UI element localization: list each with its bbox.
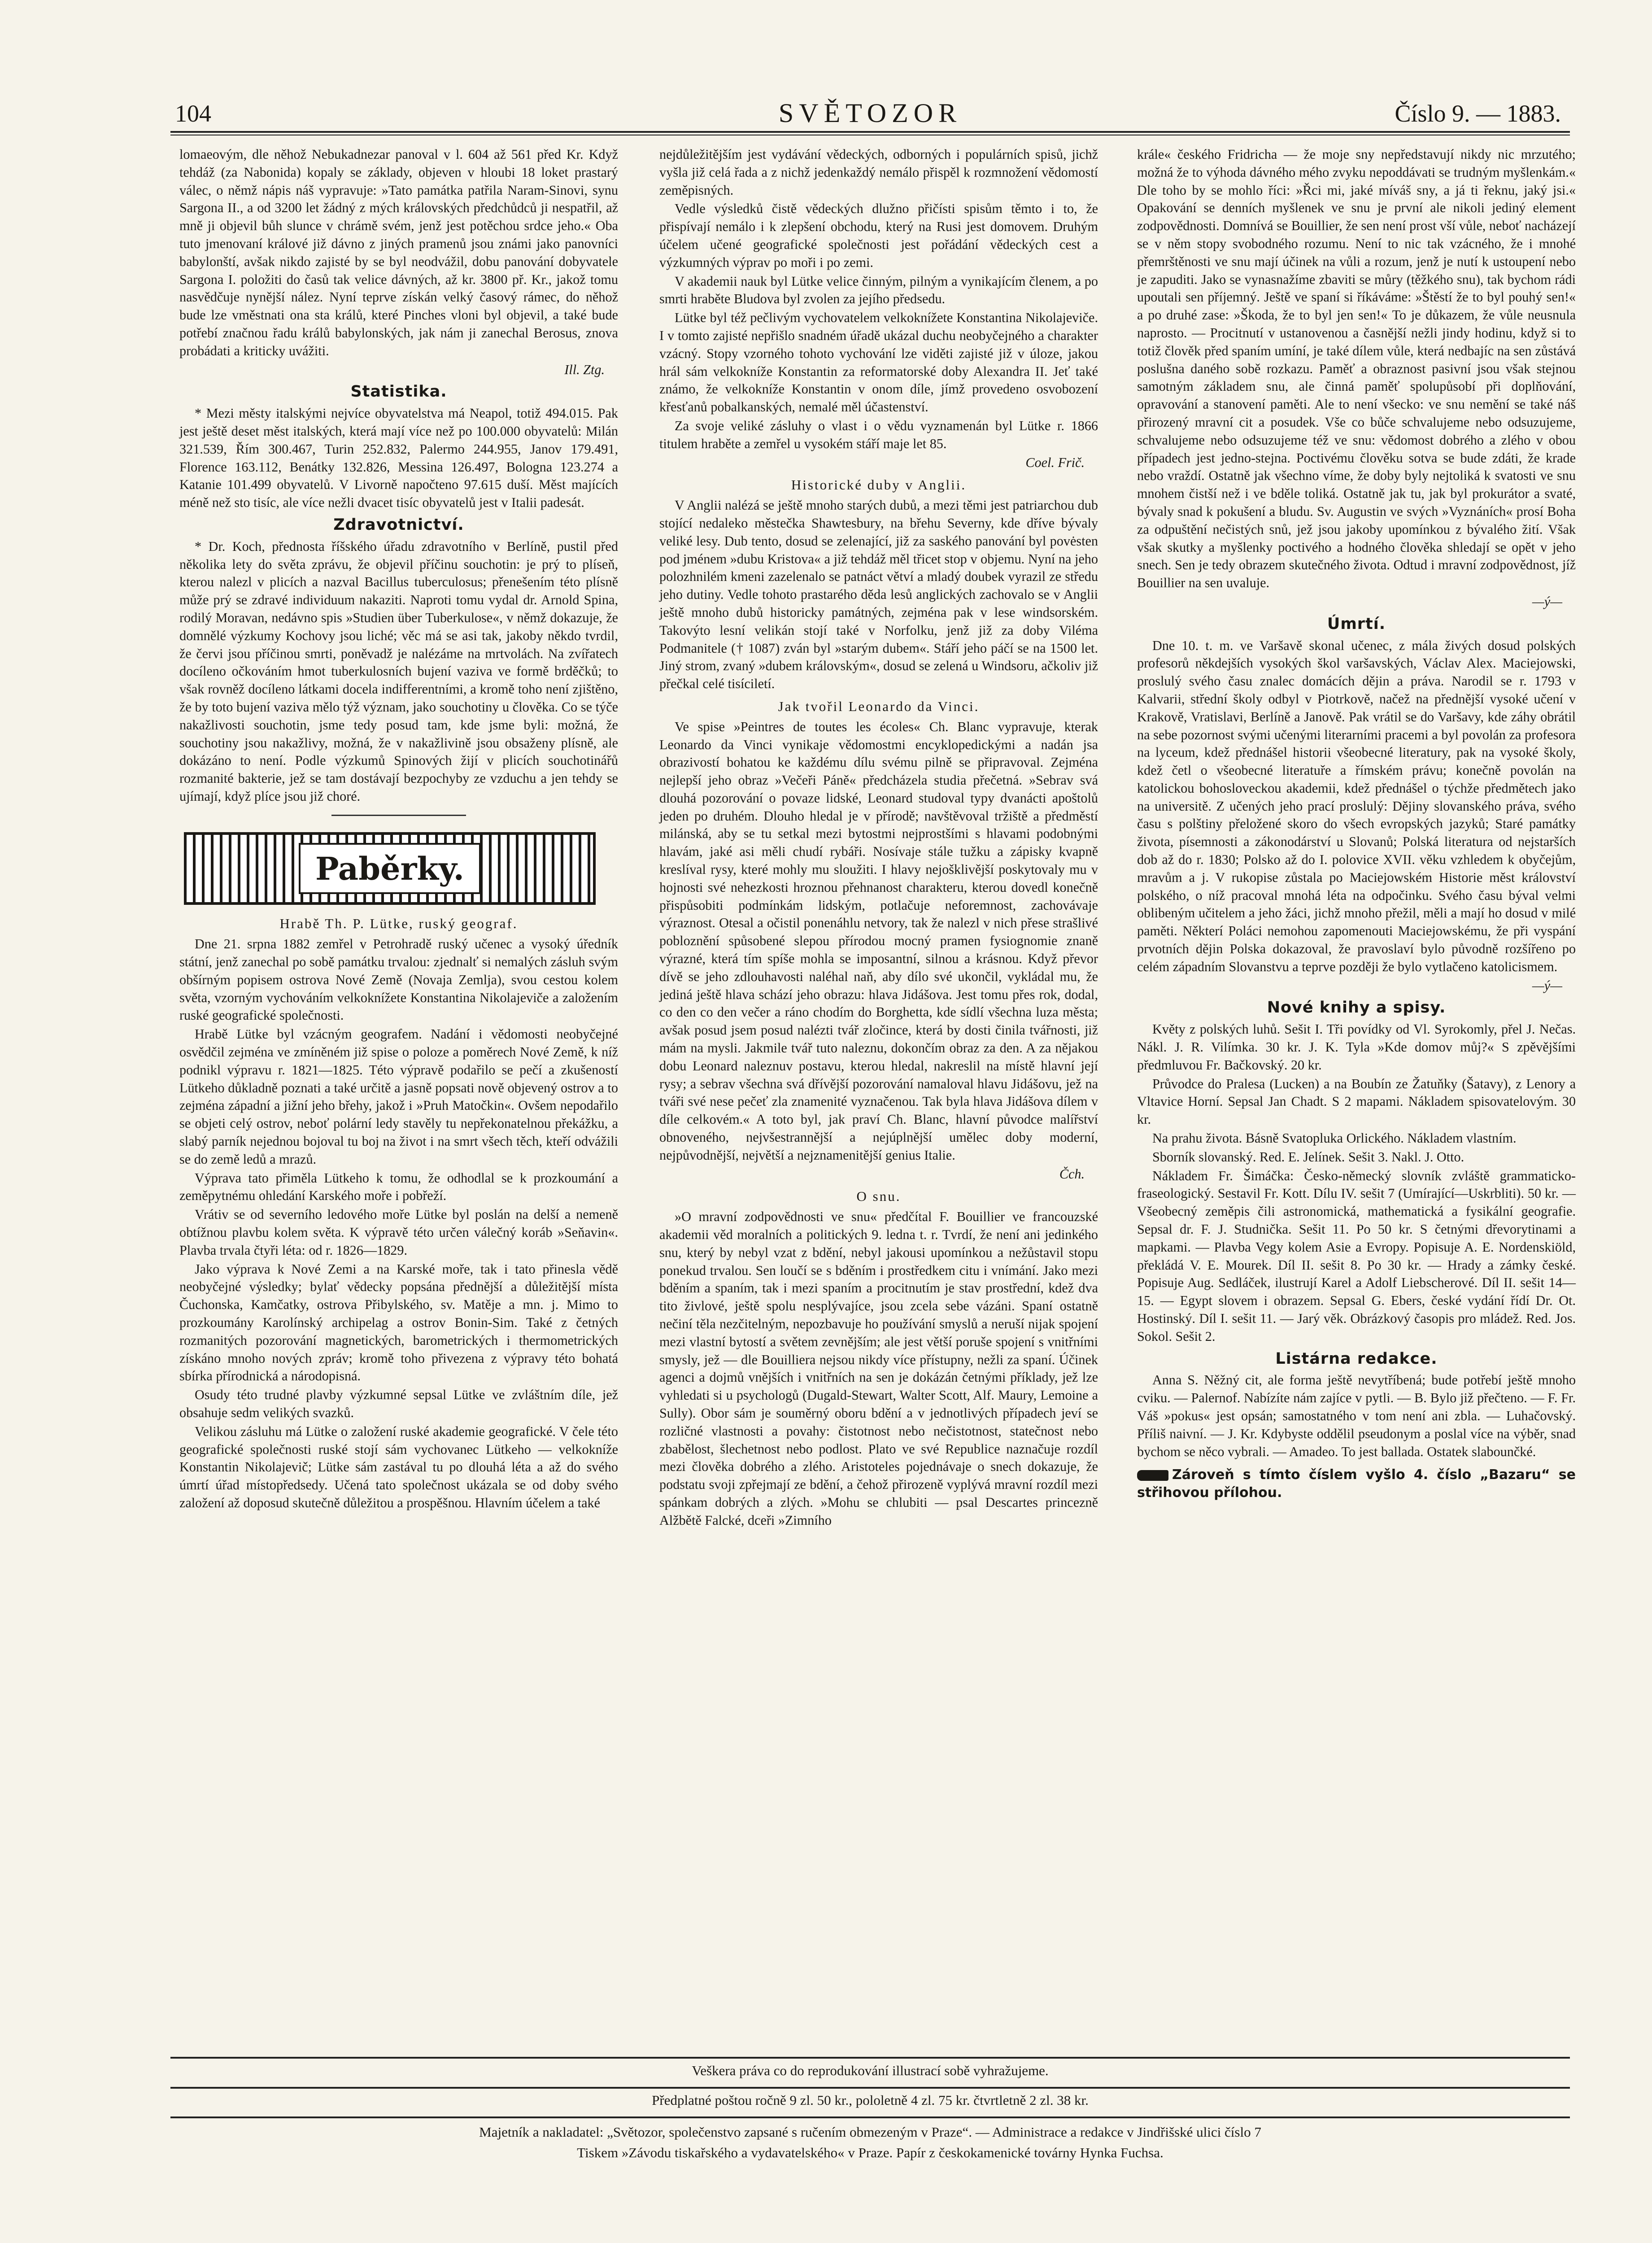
journal-title: SVĚTOZOR <box>778 98 962 128</box>
footer-publisher <box>170 2124 1570 2161</box>
article-text: V akademii nauk byl Lütke velice činným, pilným a vynikajícím členem, a po smrti hraběte Bludova byl zvolen za jejího předsedu. <box>659 273 1098 307</box>
footer-subscription <box>170 2092 1570 2108</box>
footer-rule <box>170 2087 1570 2089</box>
article-text: Osudy této trudné plavby výzkumné sepsal Lütke ve zvláštním díle, jež obsahuje sedm velikých svazků. <box>179 1387 618 1420</box>
article-title: Hrabě Th. P. Lütke, ruský geograf. <box>279 916 518 932</box>
article-text: Velikou zásluhu má Lütke o založení ruské akademie geografické. V čele této geografické společnosti ruské stojí sám vychovanec Lütkeho — velkokníže Konstantin Nikolajevič; Lütke sám zastával tu po dlouhá léta a až do svého úmrtí úřad místopředsedy. Učená tato společnost ukázala se od doby svého založení až doposud skutečně důležitou a prospěšnou. Hlavním účelem a také <box>179 1423 618 1510</box>
footer-rule <box>170 2057 1570 2059</box>
printer-line: Tiskem »Závodu tiskařského a vydavatelského« v Praze. Papír z českokamenické továrny Hynka Fuchsa. <box>577 2145 1164 2160</box>
article-text: Dne 10. t. m. ve Varšavě skonal učenec, z mála živých dosud polských profesorů někdejších vysokých škol varšavských, Václav Alex. Maciejowski, proslulý svého času znalec domácích dějin a práva. Narodil se r. 1793 v Kalvarii, střední školy odbyl v Piotrkově, načež na přednější vysoké učení v Krakově, Vratislavi, Berlíně a Janově. Pak vrátil se do Varšavy, kde záhy obrátil na sebe pozornost svými učenými literarními pracemi a byl povolán za profesora na lyceum, kdež přednášel historii všeobecné literatury, pak na vysoké školy, kdež četl o všeobecné literatuře a římském právu; konečně povolán na katolickou bohosloveckou akademii, kdež přednášel o týchže předmětech jako na universitě. Z učených jeho prací proslulý: Dějiny slovanského práva, svého času s polštiny přeložené skoro do všech evropských jazyků; Staré památky života, písemnosti a zákonodárství u Slovanů; Polská literatura od nejstarších dob až do r. 1830; Polsko až do I. polovice XVII. věku vzhledem k obyčejům, mravům a j. V rukopise zůstala po Maciejowském Historie měst království polského, o níž pracoval mnohá léta na odpočinku. Svého času býval velmi oblibeným učitelem a jeho žáci, jichž mnoho přežil, měli a mají ho dosud v milé paměti. Některí Poláci nemohou zapomenouti Maciejowskému, že při vyspání prvotních dějin Polska dokazoval, že pravoslaví bylo původně rozšířeno po celém západním Slovanstvu a teprve později že bylo vytlačeno katolicismem. <box>1137 637 1576 974</box>
rights-notice: Veškera práva co do reprodukování illustrací sobě vyhražujeme. <box>692 2063 1049 2078</box>
section-heading: Statistika. <box>350 383 447 401</box>
article-text: Vedle výsledků čistě vědeckých dlužno přičísti spisům těmto i to, že přispívají nemálo i k zlepšení obchodu, který na Rusi jest domovem. Druhým účelem učené geografické společnosti jest pořádání vědeckých cest a výzkumných výprav po moři i po zemi. <box>659 201 1098 270</box>
column-1 <box>179 146 618 1513</box>
article-text: Ve spise »Peintres de toutes les écoles« Ch. Blanc vypravuje, kterak Leonardo da Vinci vynikaje vědomostmi encyklopedickými a nadán jsa obrazivostí bohatou ke každému dílu svému pilně se připravoval. Zejména nejlepší jeho obraz »Večeři Páně« předcházela studia přečetná. »Sebrav svá dlouhá pozorování o povaze lidské, Leonard studoval typy dvanácti apoštolů jeden po druhém. Dlouho hledal je v přírodě; navštěvoval tržiště a předměstí milánská, aby se tu setkal mezi bytostmi nejprostšími s hlavami podobnými hlavám, jaké asi měli chudí rybáři. Nosívaje stále tužku a zápisky kvapně kreslíval rysy, které mohly mu sloužiti. I hlavy nejošklivější poskytovaly mu v hojnosti své nehezkosti hroznou přehnanost charakteru, kterou dovedl konečně přispůsobiti podmínkám lidským, potlačuje neforemnost, zachovávaje výraznost. Otesal a očistil ponenáhlu netvory, tak že nalezl v nich přese strašlivé pobloznění spůsobené slepou přírodou mocný pramen fysiognomie znaně výrazné, která tím spíše mohla se imposantní, silnou a krásnou. Když převor dívě se jeho zdlouhavosti naléhal naň, aby dílo své ukončil, vykládal mu, že jediná ještě hlava schází jeho obrazu: hlava Jidášova. Jest tomu přes rok, dodal, co den co den večer a ráno chodím do Borghetta, kde sídlí všechna luza města; avšak posud jsem posud nalézti tvář zločince, která by dosti činila tvářnosti, již mám na mysli. Jakmile tvář tuto naleznu, dokončím obraz za den. A za nějakou dobu Leonard naleznuv postavu, kterou hledal, nakreslil na místě hlavní její rysy; a sebrav všechna svá dřívější pozorování namaloval hlavu Jidášovu, jež na tváři své nese pečeť zla znamenité vyznačenou. Tak byla hlava Jidášova dílem v díle celkovém.« A toto byl, jak praví Ch. Blanc, hlavní původce malířství obnoveného, nejvšestrannější a nejúplnější umělec doby moderní, nejpůvodnější, největší a nejznamenitější genius Italie. <box>659 719 1098 1163</box>
publisher-line: Majetník a nakladatel: „Světozor, společenstvo zapsané s ručením obmezeným v Praze“. — Administrace a redakce v Jindřišské ulici číslo 7 <box>479 2124 1261 2140</box>
article-text: Vrátiv se od severního ledového moře Lütke byl poslán na delší a nemeně obtížnou plavbu kolem světa. K výpravě této určen válečný koráb »Seňavin«. Plavba trvala čtyři léta: od r. 1826—1829. <box>179 1207 618 1258</box>
article-title: Jak tvořil Leonardo da Vinci. <box>778 698 980 714</box>
section-heading: Nové knihy a spisy. <box>1267 999 1446 1017</box>
section-heading: Úmrtí. <box>1327 615 1386 633</box>
page-header <box>170 90 1570 135</box>
page-number: 104 <box>175 100 211 127</box>
banner-title: Paběrky. <box>299 843 481 894</box>
bazar-announcement <box>1137 1466 1576 1502</box>
article-text: Za svoje veliké zásluhy o vlast i o vědu vyznamenán byl Lütke r. 1866 titulem hraběte a zemřel u vysokém stáří maje let 85. <box>659 418 1098 451</box>
article-signature: Coel. Frič. <box>1025 454 1085 470</box>
column-2 <box>659 146 1098 1531</box>
newspaper-page <box>170 90 1576 2207</box>
footer-rights <box>170 2063 1570 2079</box>
article-text: nejdůležitějším jest vydávání vědeckých, odborných i populárních spisů, jichž vyšla již celá řada a z nichž jedenkaždý nemálo přispěl k rozmnožení vědomostí zeměpisných. <box>659 147 1098 198</box>
divider <box>179 807 618 825</box>
article-text: Hrabě Lütke byl vzácným geografem. Nadání i vědomosti neobyčejné osvědčil zejména ve zmíněném již spise o poloze a poměrech Nové Země, k níž podnikl výpravu r. 1821—1825. Této výpravě podařilo se pečí a zkušeností Lütkeho důkladně poznati a také určitě a jasně popsati nově objevený ostrov a to zejména západní a jižní jeho břehy, jakož i »Pruh Matočkin«. Ovšem nepodařilo se objeti celý ostrov, neboť polární ledy stavěly tu nepřekonatelnou překážku, a slabý parník nejednou bojoval tu boj na život i na smrt všech těch, kteří odvážili se do země ledů a mrazů. <box>179 1026 618 1167</box>
paberky-banner <box>184 832 596 905</box>
book-listing: Na prahu života. Básně Svatopluka Orlického. Nákladem vlastním. <box>1152 1130 1517 1146</box>
book-listing: Průvodce do Pralesa (Lucken) a na Boubín ze Žatuňky (Šatavy), z Lenory a Vltavice Horní. Sepsal Jan Chadt. S 2 mapami. Nákladem spisovatelovým. 30 kr. <box>1137 1076 1576 1127</box>
pointing-hand-icon <box>1137 1470 1168 1481</box>
article-text: * Mezi městy italskými nejvíce obyvatelstva má Neapol, totiž 494.015. Pak jest ještě deset měst italských, která mají více než po 100.000 obyvatelů: Milán 321.539, Řím 300.467, Turin 252.832, Palermo 244.955, Janov 179.491, Florence 163.112, Benátky 132.826, Messina 126.497, Bologna 123.274 a Katanie 101.499 obyvatelů. V Livorně napočteno 97.615 duší. Měst majících méně než sto tisíc, ale více nežli dvacet tisíc obyvatelů jest v Italii padesát. <box>179 406 618 511</box>
article-text: * Dr. Koch, přednosta říšského úřadu zdravotního v Berlíně, pustil před několika lety do světa zprávu, že objevil příčinu souchotin: je prý to plíseň, kterou nalezl v plicích a nazval Bacillus tuberculosus; přenešením této plísně může prý se zdravé individuum nakaziti. Naproti tomu vydal dr. Arnold Spina, rodilý Moravan, nedávno spis »Studien über Tuberkulose«, v němž dokazuje, že domnělé výzkumy Kochovy jsou liché; věc má se asi tak, jakoby někdo tvrdil, že červi jsou příčinou smrti, poněvadž je nalézáme na mrtvolách. Na zvířatech docíleno očkováním hmot tuberkulosních bujení vaziva ve formě brděčků; to však rovněž docíleno látkami docela indifferentními, a kromě toho není zjištěno, že by toto bujení vaziva mělo týž význam, jako souchotiny u člověka. Co se týče nakažlivosti souchotin, jsme tedy posud tam, kde jsme byli: možná, že souchotiny jsou nakažlivy, možná, že v nakažlivině jsou obsaženy plísně, ale dokázáno to není. Podle výzkumů Spinových žijí v plicích souchotinářů rozmanité bakterie, jež se tam dostávají bezpochyby ze vzduchu a jen tehdy se ujímají, když plíce jsou již choré. <box>179 538 618 804</box>
article-text: krále« českého Fridricha — že moje sny nepředstavují nikdy nic mrzutého; možná že to výhoda dávného mého zvyku nepoddávati se trudným myšlenkám.« Dle toho by se mohlo říci: »Řci mi, jaké míváš sny, a já ti řeknu, jaký jsi.« Opakování se denních myšlenek ve snu je první ale nikoli jediný element zodpovědnosti. Domnívá se Bouillier, že sen není prost vší vůle, neboť nacházejí se v něm stopy svobodného rozumu. Není to nic tak vzácného, že i mnohé přemrštěnosti ve snu mají účinek na vůli a rozum, jenž je nutí k ustoupení nebo je zapuditi. Jako se vynasnažíme zbaviti se můry (těžkého snu), tak bychom rádi upoutali sen příjemný. Ještě ve spaní si říkáváme: »Štěstí že to byl pouhý sen!« a po druhé zase: »Škoda, že to byl jen sen!« To je důkazem, že vůle neusnula naprosto. — Procitnutí v ustanovenou a časnější nežli jindy hodinu, když si to totiž člověk před spaním umíní, je také dílem vůle, která nedbajíc na sen zůstává poslušna daného sobě rozkazu. Paměť a obraznost pasivní jsou však stejnou samotným základem snu, ale činná paměť spolupůsobí při doplňování, opravování a stanovení paměti. Ale to není všecko: ve snu nemění se také náš přirozený mravní cit a posudek. Vše co bůče schvalujeme nebo odsuzujeme, schvalujeme nebo odsuzujeme též ve snu: vědomost dobrého a zlého v obou případech jest jedno-stejna. Poctivému člověku sotva se bude zdáti, že krade nebo vraždí. Ostatně jak všechno víme, že doby byly nejtoliká k svatosti ve snu mnohem čistší než i ve bděle toliká. Ostatně jak tu, jak byl prokurátor a svaté, bývaly snad k pokušení a bludu. Sv. Augustin ve svých »Vyznáních« prosí Boha za odpuštění nečistých snů, jež jsou jakoby upomínkou z bývalého žití. Však však skutky a myšlenky poctivého a hodného člověka shledají se opět v jeho snech. Sen je tedy obrazem skutečného života. Odtud i mravní zodpovědnost, jíž Bouillier na sen uvaluje. <box>1137 147 1576 591</box>
article-text: lomaeovým, dle něhož Nebukadnezar panoval v l. 604 až 561 před Kr. Když tehdáž (za Nabonida) kopaly se základy, objeven v hloubi 18 loket prastarý válec, o němž nápis náš vypravuje: »Tato památka patřila Naram-Sinovi, synu Sargona II., a od 3200 let žádný z mých královských předchůdců ji nespatřil, až mně ji objevil bůh slunce v chrámě svém, jenž jest potěchou srdce jeho.« Oba tuto jmenovaní králové již dávno z jiných pramenů jsou známi jako panovníci babylonští, avšak nikdo zajisté by se byl neodvážil, dobu panování dobyvatele Sargona I. položiti do časů tak velice dávných, až kr. 3800 př. Kr., jakož tomu nasvědčuje nynější nález. Nyní teprve získán velký časový rámec, do něhož bude lze vměstnati ona sta králů, které Pinches vloni byl objevil, a také bude potřebí značnou řadu králů babylonských, jak nám ji zanechal Berosus, znova probádati a kriticky uvážiti. <box>179 147 618 358</box>
article-text: Anna S. Něžný cit, ale forma ještě nevytříbená; bude potřebí ještě mnoho cviku. — Palernof. Nabízíte nám zajíce v pytli. — B. Bylo již přečteno. — F. Fr. Váš »pokus« jest opsán; samostatného v tom není ani zbla. — Luhačovský. Příliš naivní. — J. Kr. Kdybyste oddělil pseudonym a poslal více na výběr, snad bychom se něco vybrali. — Amadeo. To jest ballada. Ostatek slabounčké. <box>1137 1372 1576 1459</box>
article-text: Jako výprava k Nové Zemi a na Karské moře, tak i tato přinesla vědě neobyčejné výsledky; bylať vědecky popsána přednější a důležitější místa Čuchonska, Kamčatky, ostrova Přibylského, sv. Matěje a mn. j. Mimo to prozkoumány Karolínský archipelag a ostrov Bonin-Sim. Také z četných rozmanitých pozorování magnetických, barometrických i thermometrických získáno mnoho nových zpráv; kromě toho přivezena z výpravy této bohatá sbírka přírodnická a národopisná. <box>179 1261 618 1384</box>
header-rule <box>170 131 1570 133</box>
article-signature: Čch. <box>1059 1166 1085 1182</box>
article-signature: Ill. Ztg. <box>564 362 605 377</box>
article-text: Lütke byl též pečlivým vychovatelem velkoknížete Konstantina Nikolajeviče. I v tomto zajisté nepřišlo snadném úřadě ukázal duchu neobyčejného a charakter vzácný. Stopy vzorného tohoto vychování lze viděti zajisté již v úloze, jakou hrál sám velkokníže Konstantin za reformatorské doby Alexandra II. Jeť také známo, že velkokníže Konstantin v onom díle, jímž provedeno osvobození křesťanů pobalkanských, nemalé měl účastenství. <box>659 310 1098 415</box>
article-title: O snu. <box>856 1188 901 1204</box>
article-signature: —ý— <box>1532 977 1562 993</box>
subscription-price: Předplatné poštou ročně 9 zl. 50 kr., pololetně 4 zl. 75 kr. čtvrtletně 2 zl. 38 kr. <box>652 2092 1089 2108</box>
article-text: Výprava tato přiměla Lütkeho k tomu, že odhodlal se k prozkoumání a zeměpytnému ohledání Karského moře i pobřeží. <box>179 1170 618 1204</box>
article-signature: —ý— <box>1532 593 1562 609</box>
article-text: V Anglii nalézá se ještě mnoho starých dubů, a mezi těmi jest patriarchou dub stojící nedaleko městečka Shawtesbury, na břehu Severny, kde dříve bývaly veliké lesy. Dub tento, dosud se zelenající, již za saského panování byl povėsten pod jménem »dubu Kristova« a již tehdáž měl třicet stop v objemu. Nyní na jeho polozhnilém kmeni zazelenalo se patnáct větví a mladý doubek vyrazil ze středu jeho dutiny. Vedle tohoto prastarého děda lesů anglických zachovalo se v Anglii ještě mnoho dubů historicky památných, zejména pak v lese windsorském. Takovýto lesní velikán stojí také v Norfolku, jenž již za doby Viléma Podmanitele († 1087) zván byl »starým dubem«. Stáří jeho páčí se na 1500 let. Jiný strom, zvaný »dubem královským«, dosud se zelená u Windsoru, ačkoliv již přečkal celé tisíciletí. <box>659 497 1098 692</box>
section-heading: Listárna redakce. <box>1275 1349 1438 1368</box>
article-title: Historické duby v Anglii. <box>791 477 967 493</box>
column-3 <box>1137 146 1576 1502</box>
book-listing: Květy z polských luhů. Sešit I. Tři povídky od Vl. Syrokomly, přel J. Nečas. Nákl. J. R. Vilímka. 30 kr. J. K. Tyla »Kde domov můj?« S zpěvějšími předmluvou Fr. Bačkovský. 20 kr. <box>1137 1021 1576 1073</box>
article-text: »O mravní zodpovědnosti ve snu« předčítal F. Bouillier ve francouzské akademii věd moralních a politických 9. ledna t. r. Tvrdí, že není ani jedinkého snu, který by nebyl vzat z bdění, nebyl jakousi upomínkou a nežůstavil stopu ponekud trvalou. Sen loučí se s bděním i prostředkem citu i vnímání. Jako mezi bděním a spaním, tak i mezi spaním a procitnutím je stav prostřední, kdež dva tito živlové, ještě spolu nesplývajíce, jsou zcela sebe vázáni. Spaní ostatně nečiní těla nezčitelným, nepozbavuje ho používání smyslů a neruší nijak spojení mezi vlastní bytostí a světem zevnějším; ale jest větší poruše spojení s vnitřními smysly, jež — dle Bouilliera nejsou nikdy více přístupny, nežli za spaní. Účinek agenci a dojmů vnějších i vnitřních na sen je dokázán četnými příklady, jež lze vyhledati si u psychologů (Dugald-Stewart, Walter Scott, Alf. Maury, Lemoine a Sully). Obor sám je souměrný oboru bdění a v jednotlivých případech jeví se rozličné vlastnosti a povahy: čistotnost nebo nečistotnost, statečnost nebo zbabělost, šlechetnost nebo podlost. Plato ve své Republice naznačuje rozdíl mezi člověka dobrého a zlého. Aristoteles pojednávaje o snech dokazuje, že podstatu svoji zpřejmají ze bdění, a čehož přirozeně vyplývá mravní rozdíl mezi spánkam dobrých a zlých. »Mohu se chlubiti — psal Descartes princezně Alžbětě Falcké, dceři »Zimního <box>659 1209 1098 1528</box>
book-listing: Nákladem Fr. Šimáčka: Česko-německý slovník zvláště grammaticko-fraseologický. Sestavil Fr. Kott. Dílu IV. sešit 7 (Umírající—Uskrbliti). 50 kr. — Všeobecný zeměpis čili astronomická, mathematická a fysikální geografie. Sepsal dr. F. J. Studnička. Sešit 11. Po 50 kr. S četnými dřevorytinami a mapkami. — Plavba Vegy kolem Asie a Evropy. Popisuje A. E. Nordenskiöld, překládá V. E. Mourek. Díl II. sešit 8. Po 30 kr. — Hrady a zámky české. Popisuje Aug. Sedláček, ilustrují Karel a Adolf Liebscherové. Díl II. sešit 14—15. — Egypt slovem i obrazem. Sepsal G. Ebers, české vydání řídí Dr. Ot. Hostinský. Díl I. sešit 11. — Jarý věk. Obrázkový časopis pro mládež. Red. Jos. Sokol. Sešit 2. <box>1137 1168 1576 1344</box>
article-text: Dne 21. srpna 1882 zemřel v Petrohradě ruský učenec a vysoký úředník státní, jenž zanechal po sobě památku trvalou: zjednalť si nemalých zásluh svým obšírným popisem ostrova Nové Země (Novaja Zemlja), svou cestou kolem světa, vzorným vychováním velkoknížete Konstantina Nikolajeviče a založením ruské geografické společnosti. <box>179 936 618 1023</box>
section-heading: Zdravotnictví. <box>333 515 464 534</box>
announcement-text: Zároveň s tímto číslem vyšlo 4. číslo „Bazaru“ se střihovou přílohou. <box>1137 1467 1576 1501</box>
footer-rule <box>170 2116 1570 2118</box>
book-listing: Sborník slovanský. Red. E. Jelínek. Sešit 3. Nakl. J. Otto. <box>1152 1149 1465 1165</box>
issue-label: Číslo 9. — 1883. <box>1395 100 1561 127</box>
